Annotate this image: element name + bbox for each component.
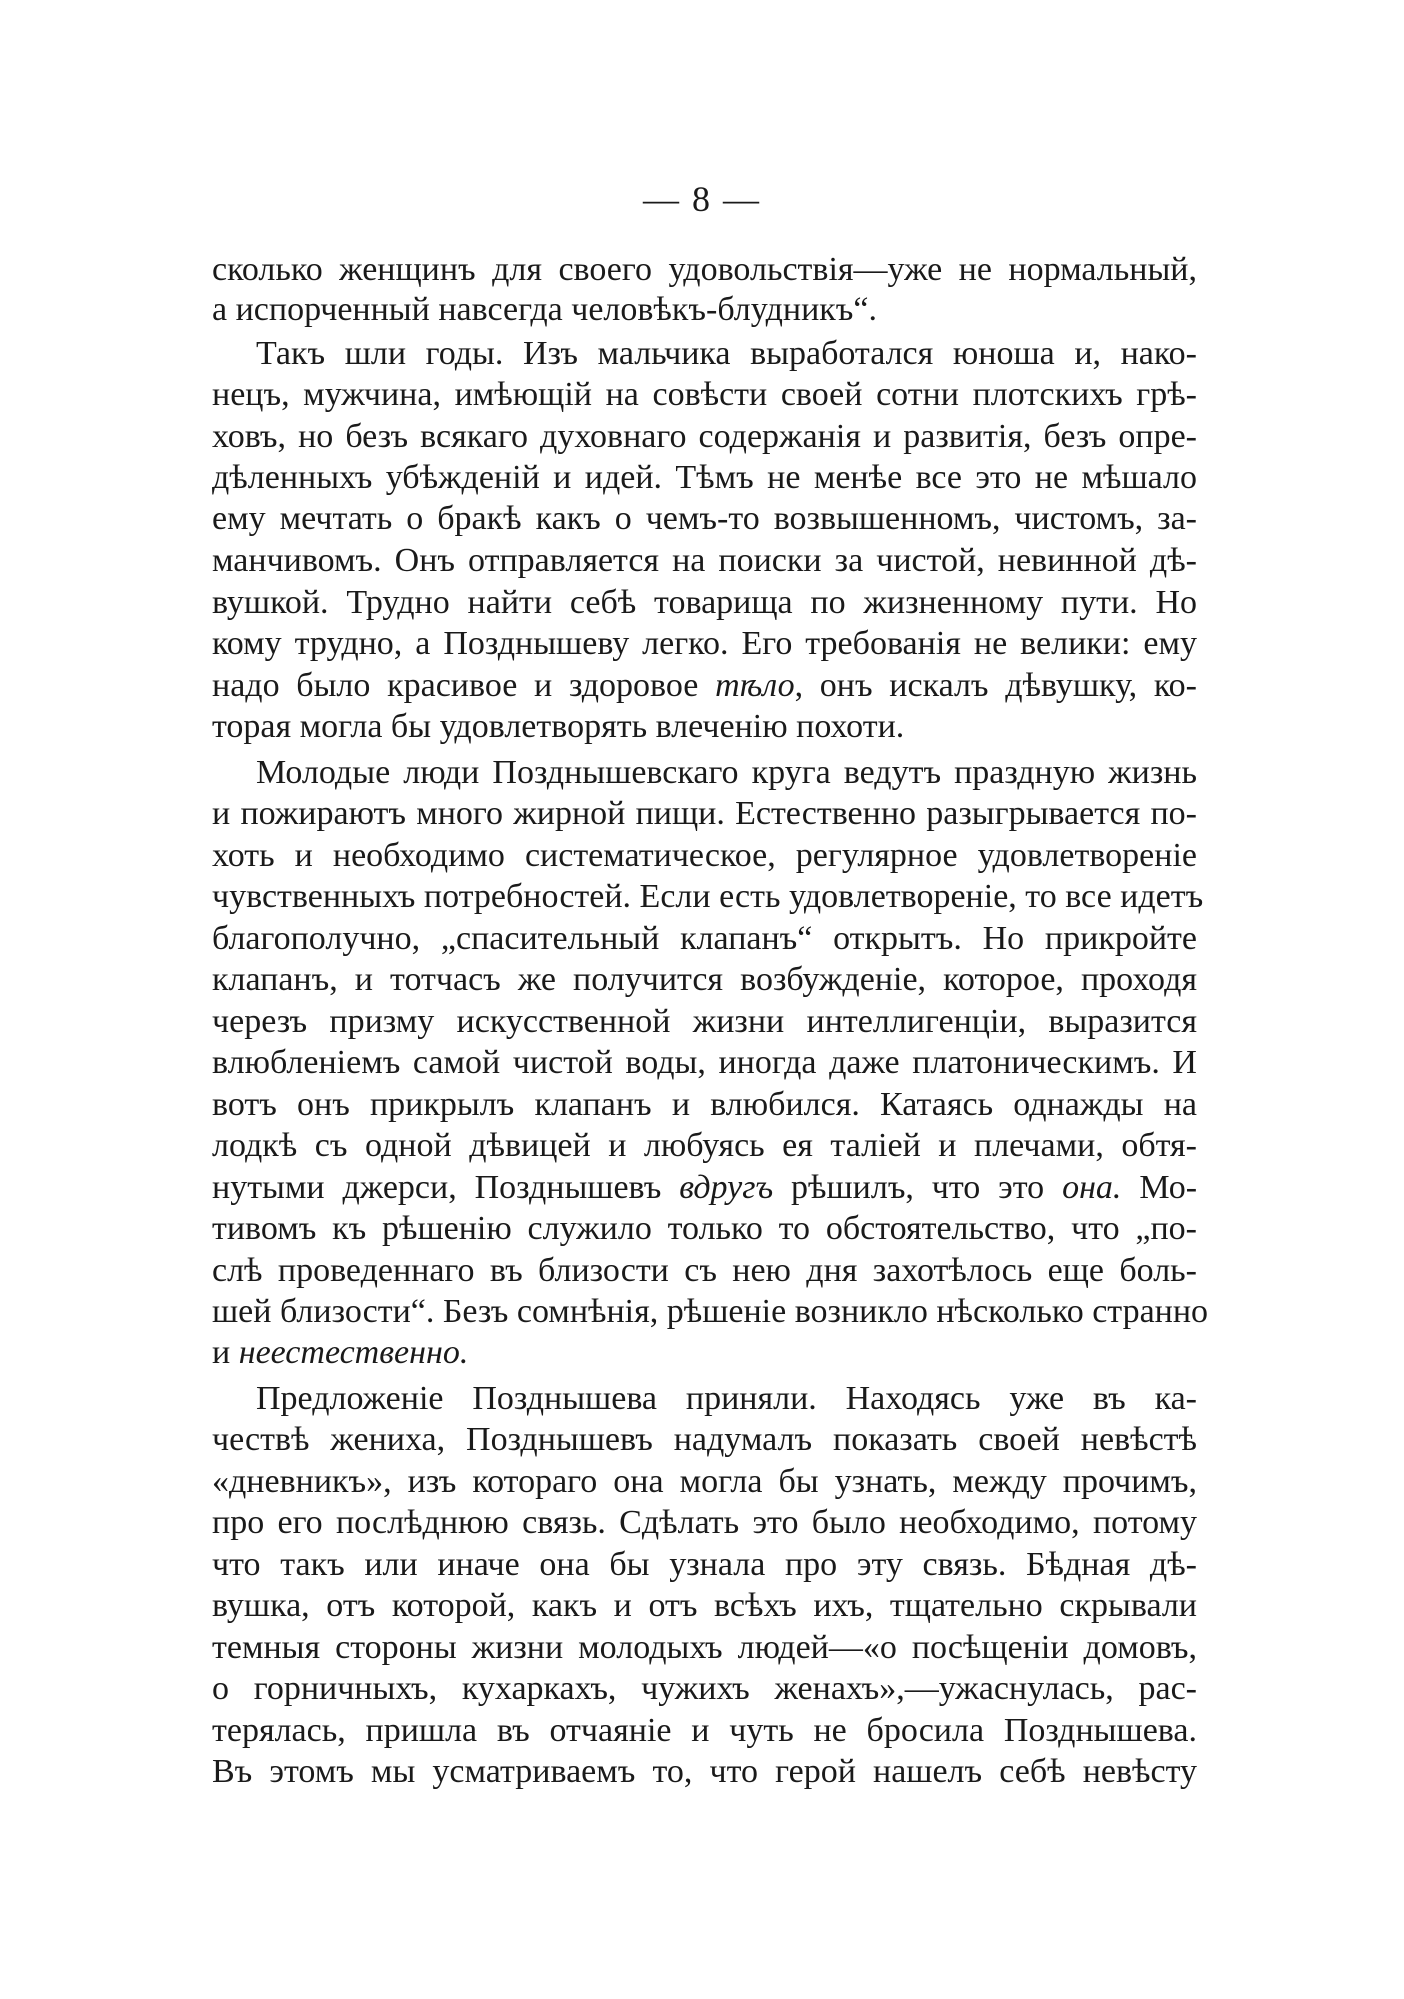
text-line: шей близости“. Безъ сомнѣнія, рѣшеніе возникло нѣсколько странно — [212, 1293, 1209, 1330]
text-line: темныя стороны жизни молодыхъ людей—«о посѣщеніи домовъ, — [212, 1629, 1197, 1666]
text-segment: , онъ искалъ дѣвушку, ко- — [794, 667, 1198, 704]
text-line: что такъ или иначе она бы узнала про эту связь. Бѣдная дѣ- — [212, 1546, 1197, 1583]
text-line: манчивомъ. Онъ отправляется на поиски за чистой, невинной дѣ- — [212, 542, 1197, 579]
text-line: тивомъ къ рѣшенію служило только то обстоятельство, что „по- — [212, 1210, 1197, 1247]
text-line: влюбленіемъ самой чистой воды, иногда даже платоническимъ. И — [212, 1044, 1197, 1081]
page-number: — 8 — — [643, 179, 761, 219]
text-line: Въ этомъ мы усматриваемъ то, что герой нашелъ себѣ невѣсту — [212, 1753, 1197, 1790]
text-line — [212, 1168, 1197, 1208]
text-line: дѣленныхъ убѣжденій и идей. Тѣмъ не менѣе все это не мѣшало — [212, 459, 1197, 496]
text-line: Такъ шли годы. Изъ мальчика выработался юноша и, нако- — [256, 335, 1197, 372]
text-line: лодкѣ съ одной дѣвицей и любуясь ея таліей и плечами, обтя- — [212, 1127, 1197, 1164]
text-line: ховъ, но безъ всякаго духовнаго содержанія и развитія, безъ опре- — [212, 418, 1197, 455]
text-line: кому трудно, а Позднышеву легко. Его требованія не велики: ему — [212, 625, 1197, 662]
text-line: чувственныхъ потребностей. Если есть удовлетвореніе, то все идетъ — [212, 878, 1204, 915]
text-segment: Мо- — [1139, 1169, 1198, 1206]
italic-word: вдругъ — [679, 1169, 774, 1206]
text-line: вушка, отъ которой, какъ и отъ всѣхъ ихъ, тщательно скрывали — [212, 1587, 1197, 1624]
text-line: хоть и необходимо систематическое, регулярное удовлетвореніе — [212, 837, 1197, 874]
text-line: Предложеніе Позднышева приняли. Находясь уже въ ка- — [256, 1380, 1197, 1417]
text-line: вотъ онъ прикрылъ клапанъ и влюбился. Катаясь однажды на — [212, 1086, 1197, 1123]
text-line: терялась, пришла въ отчаяніе и чуть не бросила Позднышева. — [212, 1712, 1197, 1749]
text-line: чествѣ жениха, Позднышевъ надумалъ показать своей невѣстѣ — [212, 1421, 1197, 1458]
text-line: вушкой. Трудно найти себѣ товарища по жизненному пути. Но — [212, 584, 1197, 621]
text-line — [212, 666, 1197, 706]
text-line: «дневникъ», изъ котораго она могла бы узнать, между прочимъ, — [212, 1463, 1197, 1500]
text-line: клапанъ, и тотчасъ же получится возбужденіе, которое, проходя — [212, 961, 1197, 998]
text-line: черезъ призму искусственной жизни интеллигенціи, выразится — [212, 1003, 1197, 1040]
text-segment: и — [212, 1334, 231, 1371]
text-line — [212, 1333, 468, 1373]
text-line: про его послѣднюю связь. Сдѣлать это было необходимо, потому — [212, 1504, 1197, 1541]
italic-word: неестественно. — [238, 1334, 469, 1371]
text-line: нецъ, мужчина, имѣющій на совѣсти своей сотни плотскихъ грѣ- — [212, 376, 1197, 413]
text-segment: рѣшилъ, что это — [791, 1169, 1045, 1206]
italic-word: она. — [1062, 1169, 1122, 1206]
text-line: Молодые люди Позднышевскаго круга ведутъ праздную жизнь — [256, 754, 1197, 791]
text-segment: нутыми джерси, Позднышевъ — [212, 1169, 662, 1206]
text-line: ему мечтать о бракѣ какъ о чемъ-то возвышенномъ, чистомъ, за- — [212, 500, 1197, 537]
text-line: а испорченный навсегда человѣкъ-блудникъ“. — [212, 291, 877, 328]
text-segment: надо было красивое и здоровое — [212, 667, 699, 704]
text-line: благополучно, „спасительный клапанъ“ открытъ. Но прикройте — [212, 920, 1197, 957]
text-line: и пожираютъ много жирной пищи. Естественно разыгрывается по- — [212, 795, 1197, 832]
text-line: торая могла бы удовлетворять влеченію похоти. — [212, 708, 905, 745]
italic-word: тѣло — [715, 667, 795, 704]
text-line: сколько женщинъ для своего удовольствія—уже не нормальный, — [212, 251, 1197, 288]
text-line: слѣ проведеннаго въ близости съ нею дня захотѣлось еще боль- — [212, 1252, 1197, 1289]
text-line: о горничныхъ, кухаркахъ, чужихъ женахъ»,—ужаснулась, рас- — [212, 1670, 1197, 1707]
